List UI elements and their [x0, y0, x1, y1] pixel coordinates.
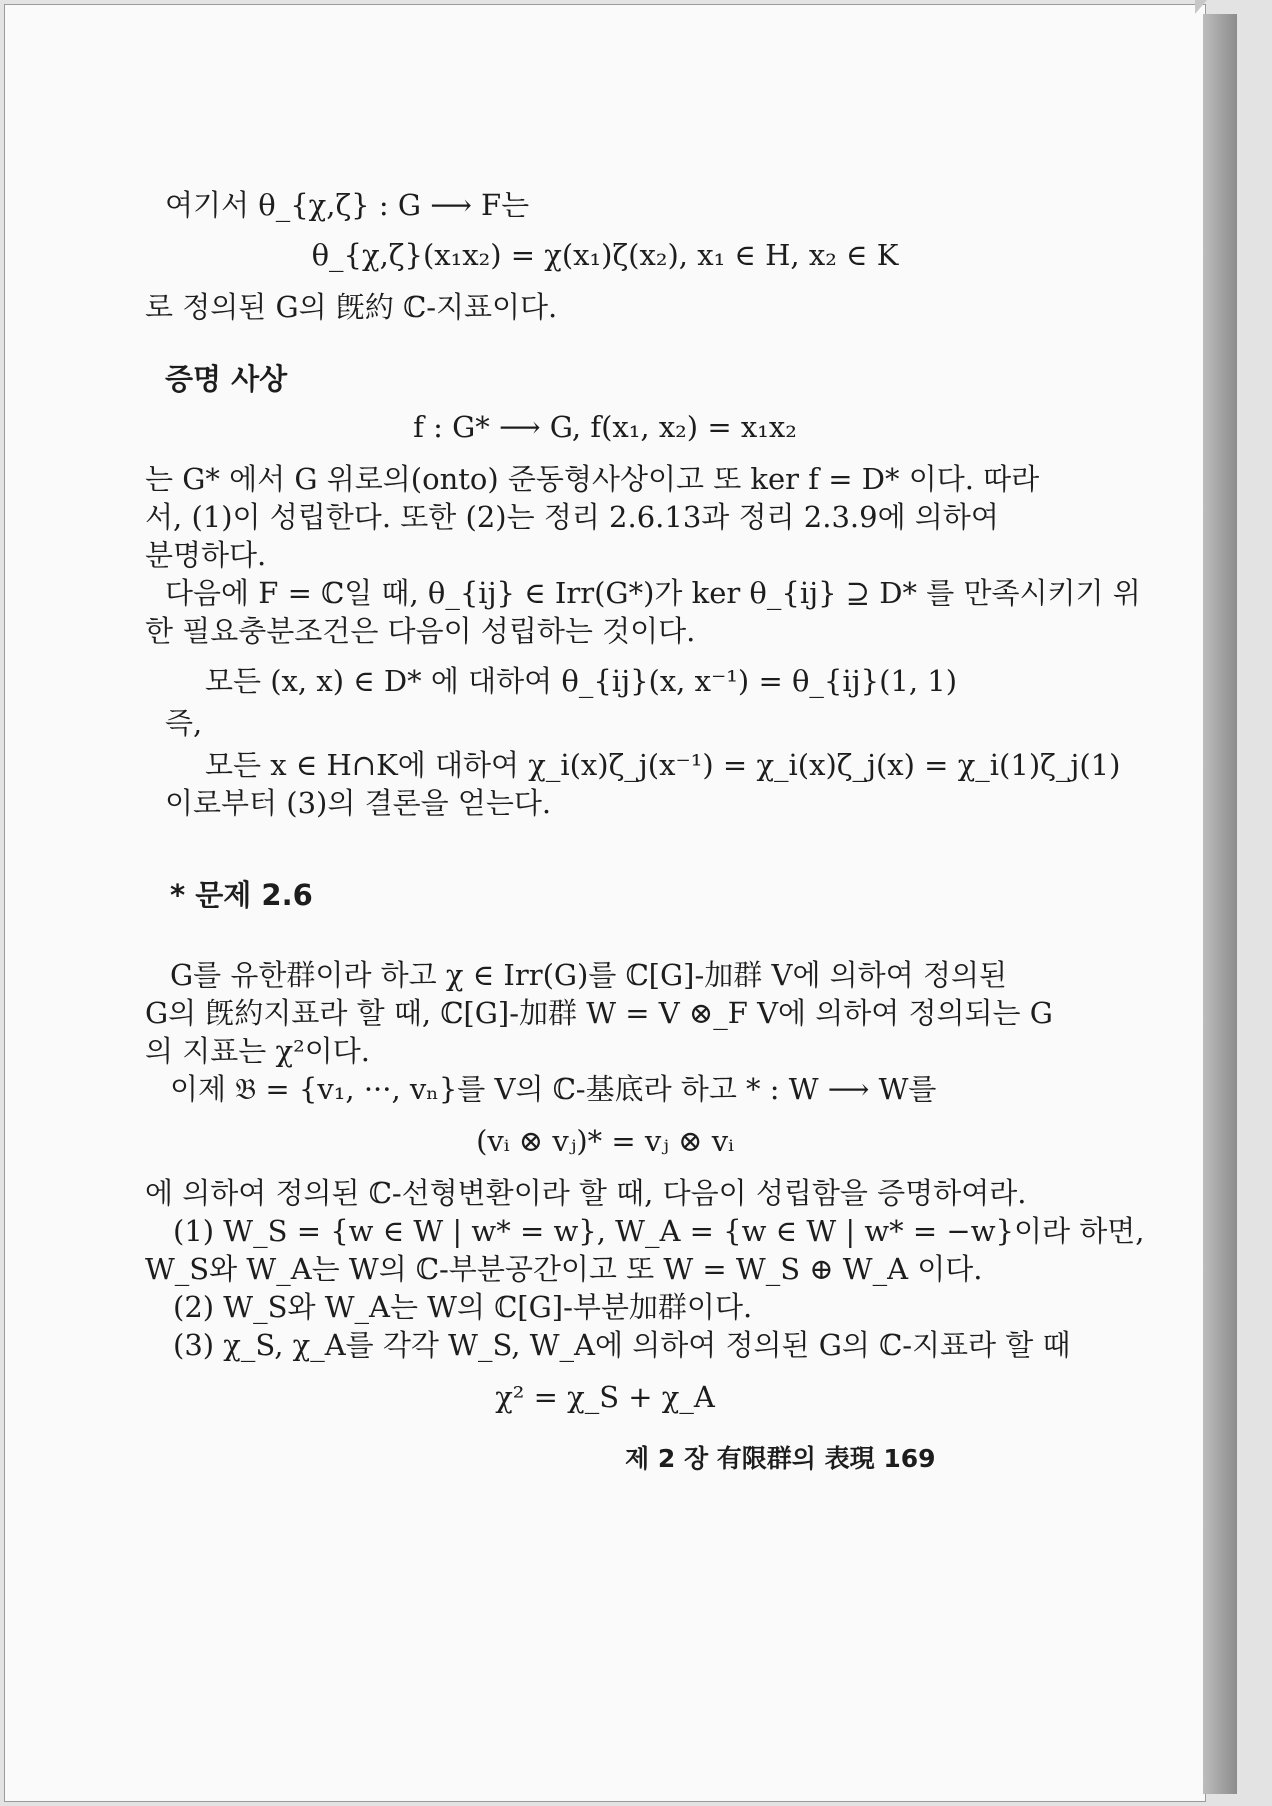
text-line: (2) W_S와 W_A는 W의 ℂ[G]-부분加群이다. — [173, 1290, 753, 1324]
equation: 모든 x ∈ H∩K에 대하여 χ_i(x)ζ_j(x⁻¹) = χ_i(x)ζ_j(x) = χ_i(1)ζ_j(1) — [205, 748, 1121, 782]
proof-heading: 증명 사상 — [165, 362, 288, 396]
equation: χ² = χ_S + χ_A — [495, 1380, 715, 1414]
text-line: G의 旣約지표라 할 때, ℂ[G]-加群 W = V ⊗_F V에 의하여 정의되는 G — [145, 996, 1053, 1030]
text-line: 이로부터 (3)의 결론을 얻는다. — [165, 786, 552, 820]
text-line: 에 의하여 정의된 ℂ-선형변환이라 할 때, 다음이 성립함을 증명하여라. — [145, 1176, 1027, 1210]
text-line: 로 정의된 G의 旣約 ℂ-지표이다. — [145, 290, 558, 324]
equation: θ_{χ,ζ}(x₁x₂) = χ(x₁)ζ(x₂), x₁ ∈ H, x₂ ∈ K — [311, 238, 899, 272]
equation: 모든 (x, x) ∈ D* 에 대하여 θ_{ij}(x, x⁻¹) = θ_{ij}(1, 1) — [205, 664, 958, 698]
page-footer: 제 2 장 有限群의 表現 169 — [625, 1444, 936, 1473]
text-line: 한 필요충분조건은 다음이 성립하는 것이다. — [145, 614, 696, 648]
text-line: 여기서 θ_{χ,ζ} : G ⟶ F는 — [165, 188, 530, 222]
text-line: G를 유한群이라 하고 χ ∈ Irr(G)를 ℂ[G]-加群 V에 의하여 정의된 — [170, 958, 1007, 992]
text-line: 이제 𝔅 = {v₁, ···, vₙ}를 V의 ℂ-基底라 하고 * : W ⟶ W를 — [170, 1072, 937, 1106]
text-line: 분명하다. — [145, 538, 267, 572]
problem-heading: * 문제 2.6 — [170, 878, 313, 912]
text-line: 의 지표는 χ²이다. — [145, 1034, 370, 1068]
text-line: 다음에 F = ℂ일 때, θ_{ij} ∈ Irr(G*)가 ker θ_{ij} ⊇ D* 를 만족시키기 위 — [165, 576, 1141, 610]
text-line: (3) χ_S, χ_A를 각각 W_S, W_A에 의하여 정의된 G의 ℂ-지표라 할 때 — [173, 1328, 1071, 1362]
text-line: (1) W_S = {w ∈ W | w* = w}, W_A = {w ∈ W | w* = −w}이라 하면, — [173, 1214, 1145, 1248]
book-page — [4, 4, 1206, 1802]
text-line: 즉, — [165, 706, 203, 740]
text-line: 서, (1)이 성립한다. 또한 (2)는 정리 2.6.13과 정리 2.3.9에 의하여 — [145, 500, 999, 534]
page-edge-shadow — [1203, 14, 1237, 1794]
page-corner-fold — [1195, 0, 1207, 14]
text-line: 는 G* 에서 G 위로의(onto) 준동형사상이고 또 ker f = D* 이다. 따라 — [145, 462, 1040, 496]
equation: f : G* ⟶ G, f(x₁, x₂) = x₁x₂ — [413, 410, 797, 444]
text-line: W_S와 W_A는 W의 ℂ-부분공간이고 또 W = W_S ⊕ W_A 이다. — [145, 1252, 983, 1286]
equation: (vᵢ ⊗ vⱼ)* = vⱼ ⊗ vᵢ — [476, 1124, 734, 1158]
